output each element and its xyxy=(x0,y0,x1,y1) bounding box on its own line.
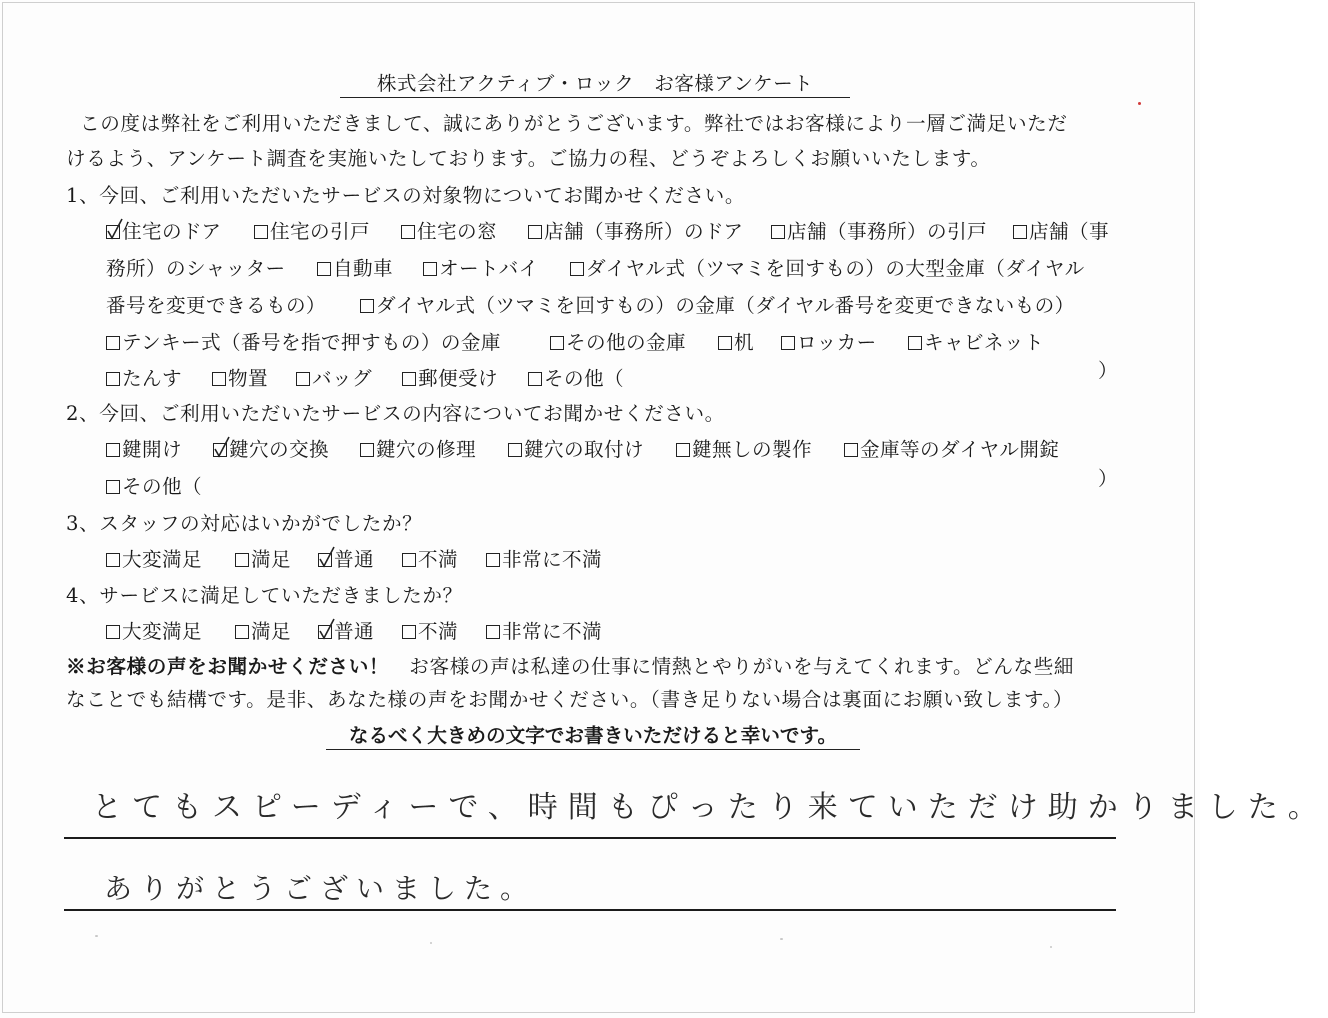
checkbox[interactable] xyxy=(718,336,732,350)
red-ink-dot xyxy=(1138,102,1141,105)
checkbox[interactable] xyxy=(212,372,226,386)
checkbox[interactable] xyxy=(296,372,310,386)
checkbox[interactable] xyxy=(106,372,120,386)
q1-option-other[interactable] xyxy=(528,367,624,391)
checkbox[interactable] xyxy=(508,443,522,457)
checkbox[interactable] xyxy=(1013,225,1027,239)
q1-option[interactable] xyxy=(296,367,372,391)
q3-option[interactable] xyxy=(402,548,458,572)
survey-title: 株式会社アクティブ・ロック お客様アンケート xyxy=(376,72,814,95)
checkbox[interactable] xyxy=(402,372,416,386)
option-label: 鍵無しの製作 xyxy=(692,438,812,461)
option-label: 机 xyxy=(734,331,754,354)
checkbox[interactable] xyxy=(235,625,249,639)
option-label: テンキー式（番号を指で押すもの）の金庫 xyxy=(122,331,501,354)
question-2: 2、今回、ご利用いただいたサービスの内容についてお聞かせください。 xyxy=(66,402,725,425)
q3-option[interactable] xyxy=(106,548,202,572)
option-label: 不満 xyxy=(418,620,458,643)
q1-option[interactable] xyxy=(528,220,743,244)
q2-option-other[interactable] xyxy=(106,475,202,499)
checkbox[interactable] xyxy=(106,336,120,350)
scan-speckle xyxy=(1050,946,1052,948)
q2-option[interactable] xyxy=(844,438,1059,462)
option-label: 住宅の窓 xyxy=(417,220,497,243)
option-label: 普通 xyxy=(334,620,374,643)
checkbox[interactable] xyxy=(401,225,415,239)
q1-option-continued: 番号を変更できるもの） xyxy=(106,294,326,317)
intro-line-2: けるよう、アンケート調査を実施いたしております。ご協力の程、どうぞよろしくお願いいたします。 xyxy=(66,147,991,170)
q1-option[interactable] xyxy=(550,331,686,355)
q2-option[interactable] xyxy=(360,438,476,462)
option-label: ロッカー xyxy=(797,331,877,354)
q1-option[interactable] xyxy=(402,367,498,391)
q4-option[interactable] xyxy=(318,620,374,644)
checkbox[interactable] xyxy=(106,625,120,639)
option-label: 店舗（事務所）のドア xyxy=(544,220,744,243)
q3-option[interactable] xyxy=(235,548,291,572)
notice-line-2: なことでも結構です。是非、あなた様の声をお聞かせください。（書き足りない場合は裏面にお願い致します。） xyxy=(66,688,1074,711)
q1-option[interactable] xyxy=(106,367,182,391)
q4-option[interactable] xyxy=(402,620,458,644)
checkbox[interactable] xyxy=(106,553,120,567)
option-label: 物置 xyxy=(228,367,268,390)
checkbox[interactable] xyxy=(528,225,542,239)
q1-option[interactable] xyxy=(401,220,497,244)
checkbox[interactable] xyxy=(781,336,795,350)
intro-line-1: この度は弊社をご利用いただきまして、誠にありがとうございます。弊社ではお客様により一層ご満足いただ xyxy=(80,112,1068,135)
checkbox[interactable] xyxy=(423,262,437,276)
option-label: ダイヤル式（ツマミを回すもの）の大型金庫（ダイヤル xyxy=(586,257,1085,280)
checkbox[interactable] xyxy=(318,625,332,639)
q1-option[interactable] xyxy=(360,294,1075,318)
checkbox[interactable] xyxy=(318,553,332,567)
option-label: 満足 xyxy=(251,620,291,643)
checkbox[interactable] xyxy=(486,553,500,567)
option-label: 大変満足 xyxy=(122,548,202,571)
checkbox[interactable] xyxy=(402,625,416,639)
checkbox[interactable] xyxy=(106,225,120,239)
checkmark-icon xyxy=(105,217,125,241)
option-label: 不満 xyxy=(418,548,458,571)
checkbox[interactable] xyxy=(213,443,227,457)
option-label: 非常に不満 xyxy=(502,548,602,571)
checkbox[interactable] xyxy=(317,262,331,276)
option-label: 金庫等のダイヤル開錠 xyxy=(860,438,1060,461)
q2-option[interactable] xyxy=(508,438,644,462)
handwritten-answer-line-1: とてもスピーディーで、時間もぴったり来ていただけ助かりました。 xyxy=(92,790,1328,825)
q1-option[interactable] xyxy=(423,257,539,281)
notice-text: お客様の声は私達の仕事に情熱とやりがいを与えてくれます。どんな些細 xyxy=(389,655,1075,678)
checkbox[interactable] xyxy=(844,443,858,457)
q1-option-continued: 務所）のシャッター xyxy=(106,257,286,280)
checkmark-icon xyxy=(212,435,232,459)
request-underline xyxy=(326,749,860,750)
checkbox[interactable] xyxy=(106,480,120,494)
q2-option[interactable] xyxy=(106,438,182,462)
option-label: バッグ xyxy=(312,367,372,390)
notice-line-1 xyxy=(66,655,1074,679)
option-label: 大変満足 xyxy=(122,620,202,643)
q1-other-close-paren: ） xyxy=(1098,359,1118,382)
q4-option[interactable] xyxy=(235,620,291,644)
q1-option[interactable] xyxy=(908,331,1044,355)
q2-other-close-paren: ） xyxy=(1098,467,1118,490)
option-label: キャビネット xyxy=(924,331,1044,354)
request-large-text: なるべく大きめの文字でお書きいただけると幸いです。 xyxy=(348,724,838,747)
checkbox[interactable] xyxy=(402,553,416,567)
checkmark-icon xyxy=(317,545,337,569)
scan-speckle xyxy=(780,938,783,940)
checkbox[interactable] xyxy=(528,372,542,386)
q1-option[interactable] xyxy=(570,257,1085,281)
q1-option[interactable] xyxy=(718,331,754,355)
option-label: 鍵穴の修理 xyxy=(376,438,476,461)
checkbox[interactable] xyxy=(360,299,374,313)
scan-speckle xyxy=(95,935,98,937)
checkbox[interactable] xyxy=(550,336,564,350)
q3-option[interactable] xyxy=(486,548,602,572)
q1-option[interactable] xyxy=(771,220,987,244)
q3-option[interactable] xyxy=(318,548,374,572)
checkbox[interactable] xyxy=(676,443,690,457)
option-label: その他（ xyxy=(544,367,624,390)
option-label: その他（ xyxy=(122,475,202,498)
question-3: 3、スタッフの対応はいかがでしたか？ xyxy=(66,512,423,535)
option-label: オートバイ xyxy=(439,257,539,280)
option-label: 鍵開け xyxy=(122,438,182,461)
q1-option[interactable] xyxy=(1013,220,1109,244)
checkbox[interactable] xyxy=(908,336,922,350)
option-label: 店舗（事 xyxy=(1029,220,1109,243)
checkbox[interactable] xyxy=(235,553,249,567)
q1-option[interactable] xyxy=(317,257,393,281)
option-label: たんす xyxy=(122,367,182,390)
q4-option[interactable] xyxy=(106,620,202,644)
checkbox[interactable] xyxy=(254,225,268,239)
checkbox[interactable] xyxy=(360,443,374,457)
option-label: 非常に不満 xyxy=(502,620,602,643)
checkbox[interactable] xyxy=(771,225,785,239)
handwritten-answer-line-2: ありがとうございました。 xyxy=(104,872,537,905)
q1-option[interactable] xyxy=(106,331,501,355)
option-label: 自動車 xyxy=(333,257,393,280)
question-4: 4、サービスに満足していただきましたか？ xyxy=(66,584,463,607)
option-label: 普通 xyxy=(334,548,374,571)
q1-option[interactable] xyxy=(212,367,268,391)
answer-rule-2 xyxy=(64,909,1116,911)
checkbox[interactable] xyxy=(486,625,500,639)
q4-option[interactable] xyxy=(486,620,602,644)
option-label: 鍵穴の取付け xyxy=(524,438,644,461)
scan-speckle xyxy=(430,942,432,944)
option-label: ダイヤル式（ツマミを回すもの）の金庫（ダイヤル番号を変更できないもの） xyxy=(376,294,1075,317)
option-label: 満足 xyxy=(251,548,291,571)
checkbox[interactable] xyxy=(570,262,584,276)
q1-option[interactable] xyxy=(254,220,370,244)
notice-emphasis: ※お客様の声をお聞かせください！ xyxy=(66,655,390,678)
checkbox[interactable] xyxy=(106,443,120,457)
answer-rule-1 xyxy=(64,837,1116,839)
q1-option[interactable] xyxy=(781,331,877,355)
title-underline xyxy=(340,97,850,98)
q1-option[interactable] xyxy=(106,220,221,244)
q2-option[interactable] xyxy=(213,438,329,462)
option-label: 郵便受け xyxy=(418,367,498,390)
option-label: その他の金庫 xyxy=(566,331,686,354)
option-label: 鍵穴の交換 xyxy=(229,438,329,461)
q2-option[interactable] xyxy=(676,438,812,462)
option-label: 店舗（事務所）の引戸 xyxy=(787,220,987,243)
option-label: 住宅の引戸 xyxy=(270,220,370,243)
question-1: 1、今回、ご利用いただいたサービスの対象物についてお聞かせください。 xyxy=(66,184,746,207)
option-label: 住宅のドア xyxy=(122,220,222,243)
checkmark-icon xyxy=(317,617,337,641)
